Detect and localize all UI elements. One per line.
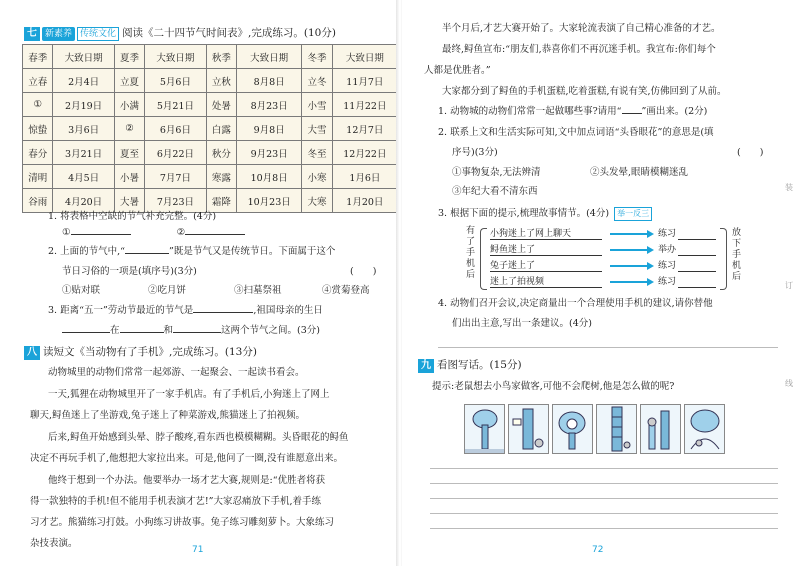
table-cell: 12月22日	[332, 141, 397, 165]
table-cell: 秋季	[206, 45, 236, 69]
table-cell: 寒露	[206, 165, 236, 189]
binding-mark: 线	[785, 379, 793, 388]
writing-line[interactable]	[430, 498, 778, 499]
answer-line[interactable]	[438, 347, 778, 348]
table-cell: 1月6日	[332, 165, 397, 189]
comic-panel-1	[464, 404, 505, 454]
story-continued	[424, 20, 794, 100]
q2-text-a: 2. 上面的节气中,“	[48, 246, 125, 257]
table-row	[23, 69, 398, 93]
table-row	[23, 117, 398, 141]
binding-mark: 订	[785, 281, 793, 290]
table-cell: 立秋	[206, 69, 236, 93]
q3-text-b: ,祖国母亲的生日	[253, 305, 323, 316]
answer-blank-term-a[interactable]	[62, 332, 110, 333]
question-3	[48, 302, 323, 319]
table-cell: 1月20日	[332, 189, 397, 213]
question-text: 1. 将表格中空缺的节气补充完整。(4分)	[48, 211, 217, 222]
table-cell: 立冬	[302, 69, 332, 93]
binding-mark: 装	[785, 183, 793, 192]
q2-line-2: 序号)(3分)	[452, 147, 498, 158]
table-cell: 小雪	[302, 93, 332, 117]
answer-blank-term-c[interactable]	[173, 332, 221, 333]
comic-panel-3	[552, 404, 593, 454]
right-q2-options	[452, 164, 688, 181]
flow-cause: 小狗迷上了网上聊天	[490, 229, 572, 239]
writing-prompt: 提示:老鼠想去小鸟家做客,可他不会爬树,他是怎么做的呢?	[432, 381, 675, 392]
question-1-blanks	[62, 224, 245, 241]
q1-text-a: 1. 动物城的动物们常常一起做哪些事?请用“	[438, 106, 622, 117]
answer-blank[interactable]	[678, 287, 716, 288]
answer-blank[interactable]	[490, 271, 602, 272]
table-cell: 6月22日	[145, 141, 206, 165]
table-cell: 立夏	[114, 69, 144, 93]
answer-blank-2[interactable]	[185, 234, 245, 235]
writing-line[interactable]	[430, 513, 778, 514]
question-2-options	[62, 282, 370, 299]
table-cell: 9月8日	[237, 117, 302, 141]
table-cell: 谷雨	[23, 189, 53, 213]
right-question-4	[438, 295, 713, 332]
table-cell: 5月21日	[145, 93, 206, 117]
table-row	[23, 165, 398, 189]
story-line: 决定不再玩手机了,他想把大家拉出来。可是,他问了一圈,没有谁愿意出来。	[30, 453, 344, 464]
table-header-row	[23, 45, 398, 69]
flow-result: 练习	[658, 277, 677, 287]
writing-line[interactable]	[430, 528, 778, 529]
q3-text-c: 在	[110, 325, 120, 336]
section-nine-header	[418, 357, 522, 373]
story-line: 最终,鲟鱼宣布:“朋友们,恭喜你们不再沉迷手机。我宣布:你们每个	[442, 44, 716, 55]
answer-blank-1[interactable]	[71, 234, 131, 235]
table-cell: 3月21日	[53, 141, 114, 165]
blank-label-1: ①	[62, 227, 71, 238]
option-4[interactable]: ④赏菊登高	[322, 285, 370, 296]
story-line: 半个月后,才艺大赛开始了。大家轮流表演了自己精心准备的才艺。	[442, 23, 721, 34]
table-cell: 12月7日	[332, 117, 397, 141]
right-brace	[720, 228, 727, 290]
answer-blank[interactable]	[678, 239, 716, 240]
answer-blank[interactable]	[490, 239, 602, 240]
answer-blank-term-b[interactable]	[120, 332, 164, 333]
q1-text-b: ”画出来。(2分)	[641, 106, 708, 117]
answer-blank-festival[interactable]	[125, 253, 169, 254]
story-line: 动物城里的动物们常常一起郊游、一起聚会、一起读书看会。	[48, 367, 305, 378]
table-cell: 小满	[114, 93, 144, 117]
flow-right-label: 放下手机后	[732, 228, 742, 282]
table-cell: 9月23日	[237, 141, 302, 165]
table-cell: 5月6日	[145, 69, 206, 93]
table-cell: 处暑	[206, 93, 236, 117]
arrow-icon	[610, 265, 648, 267]
q3-text: 3. 根据下面的提示,梳理故事情节。(4分)	[438, 208, 610, 219]
table-cell: 10月23日	[237, 189, 302, 213]
underline-sample	[622, 113, 642, 114]
table-cell: 大致日期	[53, 45, 114, 69]
q3-text-a: 3. 距离“五一”劳动节最近的节气是	[48, 305, 194, 316]
table-cell: 夏至	[114, 141, 144, 165]
table-cell: 8月8日	[237, 69, 302, 93]
table-cell: 大寒	[302, 189, 332, 213]
arrow-icon	[610, 233, 648, 235]
arrow-icon	[610, 281, 648, 283]
answer-blank[interactable]	[490, 287, 602, 288]
arrow-icon	[610, 249, 648, 251]
story-line: 后来,鲟鱼开始感到头晕、脖子酸疼,看东西也模模糊糊。头昏眼花的鲟鱼	[48, 432, 349, 443]
table-cell: 白露	[206, 117, 236, 141]
story-line: 聊天,鲟鱼迷上了坐游戏,兔子迷上了种菜游戏,熊猫迷上了拍视频。	[30, 410, 306, 421]
option-2[interactable]: ②吃月饼	[148, 285, 187, 296]
option-1[interactable]: ①贴对联	[62, 285, 101, 296]
table-cell: 大致日期	[332, 45, 397, 69]
flow-result: 举办	[658, 245, 677, 255]
option-1[interactable]: ①事物复杂,无法辨清	[452, 167, 541, 178]
section-title: 看图写话。(15分)	[437, 359, 522, 371]
left-brace	[480, 228, 487, 290]
right-question-2	[438, 124, 714, 161]
table-cell: 小暑	[114, 165, 144, 189]
section-number: 九	[418, 359, 434, 373]
tag-traditional-culture: 传统文化	[77, 27, 119, 41]
q3-text-d: 和	[163, 325, 174, 336]
story-line: 习才艺。熊猫练习打鼓。小狗练习讲故事。兔子练习雕刻萝卜。大象练习	[30, 517, 335, 528]
option-3[interactable]: ③扫墓祭祖	[234, 285, 282, 296]
table-cell: 7月23日	[145, 189, 206, 213]
comic-panel-4	[596, 404, 637, 454]
left-page	[0, 0, 398, 566]
q2-text-c: 节日习俗的一项是(填序号)(3分)	[62, 266, 197, 277]
answer-blank[interactable]	[490, 255, 602, 256]
tag-extend: 举一反三	[614, 207, 652, 221]
table-cell: 冬季	[302, 45, 332, 69]
table-cell: 清明	[23, 165, 53, 189]
right-page	[402, 0, 800, 566]
blank-label-2: ②	[176, 227, 186, 238]
section-title: 读短文《当动物有了手机》,完成练习。(13分)	[43, 346, 257, 358]
story-line: 一天,狐狸在动物城里开了一家手机店。有了手机后,小狗迷上了网上	[48, 389, 330, 400]
table-cell: 10月8日	[237, 165, 302, 189]
table-cell: ②	[114, 117, 144, 141]
table-cell: 4月20日	[53, 189, 114, 213]
question-3-line2	[62, 322, 320, 339]
table-cell: 立春	[23, 69, 53, 93]
table-cell: 大暑	[114, 189, 144, 213]
table-cell: 惊蛰	[23, 117, 53, 141]
option-2[interactable]: ②头发晕,眼睛模糊迷乱	[590, 167, 689, 178]
story-line: 得一款独特的手机!但不能用手机表演才艺!”大家忍痛放下手机,着手练	[30, 496, 322, 507]
table-cell: 春分	[23, 141, 53, 165]
comic-panel-2	[508, 404, 549, 454]
table-cell: 大致日期	[237, 45, 302, 69]
q2-line-1: 2. 联系上文和生活实际可知,文中加点词语“头昏眼花”的意思是(填	[438, 127, 714, 138]
right-question-1	[438, 103, 707, 120]
page-number: 71	[192, 545, 204, 555]
story-text	[30, 364, 390, 552]
answer-paren[interactable]: ( )	[350, 266, 377, 277]
tag-new-literacy: 新素养	[42, 27, 75, 41]
table-cell: 大雪	[302, 117, 332, 141]
answer-blank[interactable]	[678, 255, 716, 256]
table-cell: 冬至	[302, 141, 332, 165]
q4-line-1: 4. 动物们召开会议,决定商量出一个合理使用手机的建议,请你替他	[438, 298, 713, 309]
flow-cause: 鲟鱼迷上了	[490, 245, 536, 255]
table-cell: ①	[23, 93, 53, 117]
answer-blank[interactable]	[678, 271, 716, 272]
flow-cause: 迷上了拍视频	[490, 277, 545, 287]
question-2	[48, 243, 335, 260]
answer-paren[interactable]: ( )	[737, 147, 764, 158]
section-number: 八	[24, 346, 40, 360]
section-number: 七	[24, 27, 40, 41]
flow-left-label: 有了手机后	[466, 226, 476, 280]
comic-panel-6	[684, 404, 725, 454]
story-line: 他终于想到一个办法。他要举办一场才艺大赛,规则是:“优胜者将获	[48, 475, 326, 486]
question-2-line2	[62, 263, 197, 280]
flow-result: 练习	[658, 261, 677, 271]
page-number: 72	[592, 545, 604, 555]
right-q2-option-3	[452, 183, 538, 200]
table-cell: 11月7日	[332, 69, 397, 93]
table-cell: 小寒	[302, 165, 332, 189]
writing-line[interactable]	[430, 468, 778, 469]
story-line: 大家都分到了鲟鱼的手机蛋糕,吃着蛋糕,有说有笑,仿佛回到了从前。	[442, 86, 727, 97]
table-cell: 春季	[23, 45, 53, 69]
comic-panel-5	[640, 404, 681, 454]
table-row	[23, 93, 398, 117]
q2-text-b: ”既是节气又是传统节日。下面属于这个	[168, 246, 336, 257]
flow-cause: 兔子迷上了	[490, 261, 536, 271]
table-cell: 3月6日	[53, 117, 114, 141]
table-cell: 夏季	[114, 45, 144, 69]
table-cell: 4月5日	[53, 165, 114, 189]
question-1	[48, 208, 216, 225]
answer-blank-term[interactable]	[193, 312, 253, 313]
section-eight-header	[24, 344, 257, 360]
table-row	[23, 141, 398, 165]
right-question-3	[438, 205, 652, 222]
table-cell: 6月6日	[145, 117, 206, 141]
table-cell: 2月19日	[53, 93, 114, 117]
section-title: 阅读《二十四节气时间表》,完成练习。(10分)	[122, 27, 336, 39]
table-cell: 11月22日	[332, 93, 397, 117]
q4-line-2: 们出出主意,写出一条建议。(4分)	[452, 318, 592, 329]
table-cell: 2月4日	[53, 69, 114, 93]
writing-line[interactable]	[430, 483, 778, 484]
table-cell: 大致日期	[145, 45, 206, 69]
table-cell: 霜降	[206, 189, 236, 213]
story-line: 人都是优胜者。”	[424, 65, 491, 76]
table-cell: 秋分	[206, 141, 236, 165]
section-seven-header	[24, 25, 336, 41]
solar-terms-table	[22, 44, 398, 213]
table-cell: 8月23日	[237, 93, 302, 117]
flow-result: 练习	[658, 229, 677, 239]
option-3[interactable]: ③年纪大看不清东西	[452, 186, 538, 197]
table-cell: 7月7日	[145, 165, 206, 189]
story-line: 杂技表演。	[30, 538, 78, 549]
q3-text-e: 这两个节气之间。(3分)	[221, 325, 320, 336]
